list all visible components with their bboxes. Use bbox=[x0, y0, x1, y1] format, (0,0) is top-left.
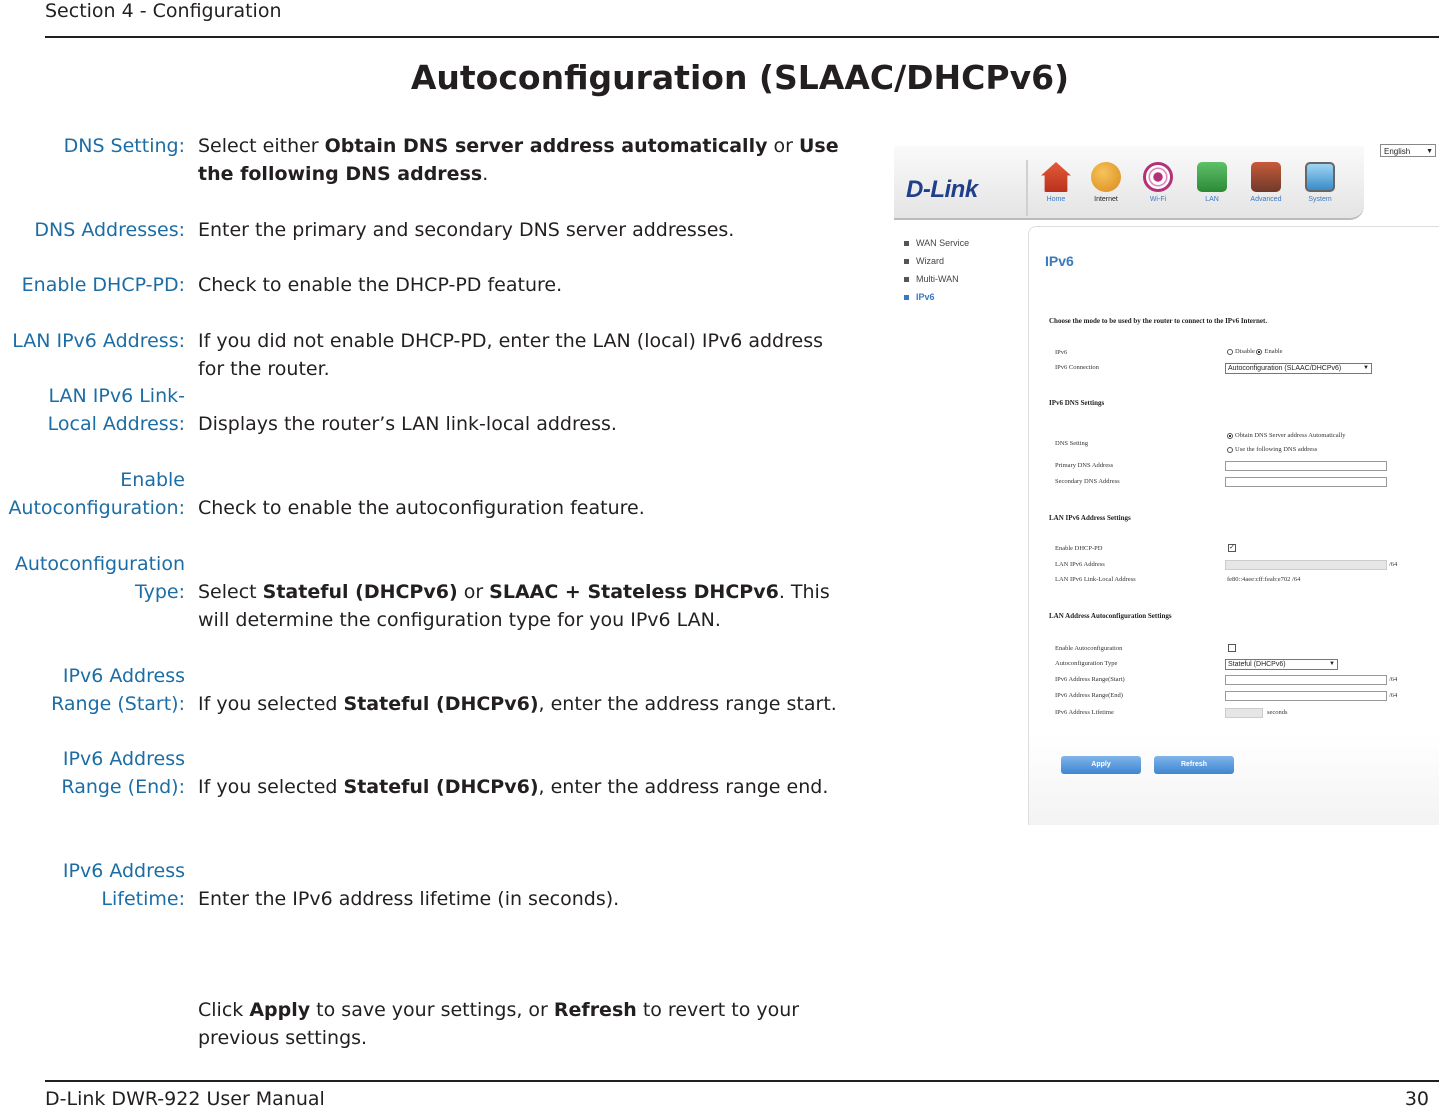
lan-icon bbox=[1197, 162, 1227, 192]
auto-type-label: Autoconfiguration Type bbox=[1055, 660, 1118, 667]
refresh-button[interactable]: Refresh bbox=[1154, 756, 1234, 774]
apply-button[interactable]: Apply bbox=[1061, 756, 1141, 774]
dlink-logo: D-Link bbox=[906, 176, 978, 203]
term-enable-dhcp-pd: Enable DHCP-PD: bbox=[21, 274, 185, 296]
header-rule bbox=[45, 36, 1439, 38]
range-start-label: IPv6 Address Range(Start) bbox=[1055, 676, 1125, 683]
lifetime-input[interactable] bbox=[1225, 708, 1263, 718]
range-end-prefix: /64 bbox=[1389, 692, 1398, 699]
nav-home[interactable]: Home bbox=[1034, 162, 1078, 203]
desc-autoconfig-type: Select Stateful (DHCPv6) or SLAAC + Stateless DHCPv6. This will determine the configuration type for you IPv6 LAN. bbox=[198, 581, 830, 631]
term-autoconfig-type: Autoconfiguration Type: bbox=[14, 553, 185, 603]
nav-system[interactable]: System bbox=[1298, 162, 1342, 203]
sidebar bbox=[904, 234, 969, 306]
chevron-down-icon: ▼ bbox=[1329, 661, 1335, 667]
nav-internet[interactable]: Internet bbox=[1084, 162, 1128, 203]
lan-link-local-label: LAN IPv6 Link-Local Address bbox=[1055, 576, 1136, 583]
chevron-down-icon: ▼ bbox=[1426, 148, 1433, 155]
auto-section-title: LAN Address Autoconfiguration Settings bbox=[1049, 612, 1172, 620]
nav-lan[interactable]: LAN bbox=[1190, 162, 1234, 203]
desc-enable-dhcp-pd: Check to enable the DHCP-PD feature. bbox=[198, 274, 563, 296]
bullet-icon bbox=[904, 259, 909, 264]
desc-lifetime: Enter the IPv6 address lifetime (in seconds). bbox=[198, 888, 620, 910]
term-lan-ipv6-address: LAN IPv6 Address: bbox=[12, 330, 185, 352]
chevron-down-icon: ▼ bbox=[1363, 365, 1369, 371]
desc-dns-addresses: Enter the primary and secondary DNS server addresses. bbox=[198, 219, 735, 241]
range-end-input[interactable] bbox=[1225, 691, 1387, 701]
footer-rule bbox=[45, 1080, 1439, 1082]
page-number: 30 bbox=[1404, 1088, 1429, 1110]
lan-prefix: /64 bbox=[1389, 561, 1398, 568]
connection-label: IPv6 Connection bbox=[1055, 364, 1099, 371]
range-start-input[interactable] bbox=[1225, 675, 1387, 685]
content-panel bbox=[1028, 226, 1439, 825]
auto-type-select[interactable]: Stateful (DHCPv6) ▼ bbox=[1225, 659, 1338, 670]
section-header: Section 4 - Configuration bbox=[45, 0, 282, 22]
range-end-label: IPv6 Address Range(End) bbox=[1055, 692, 1123, 699]
ipv6-toggle: Disable Enable bbox=[1227, 348, 1283, 355]
footer-manual: D-Link DWR-922 User Manual bbox=[45, 1088, 325, 1110]
desc-enable-autoconfig: Check to enable the autoconfiguration feature. bbox=[198, 497, 645, 519]
term-lifetime: IPv6 Address Lifetime: bbox=[62, 860, 185, 910]
disable-radio[interactable] bbox=[1227, 349, 1233, 355]
enable-dhcp-pd-checkbox[interactable]: ✓ bbox=[1229, 544, 1235, 551]
tools-icon bbox=[1251, 162, 1281, 192]
enable-auto-label: Enable Autoconfiguration bbox=[1055, 645, 1123, 652]
bullet-icon bbox=[904, 241, 909, 246]
sidebar-item-wizard[interactable]: Wizard bbox=[904, 252, 969, 270]
lifetime-label: IPv6 Address Lifetime bbox=[1055, 709, 1114, 716]
enable-radio[interactable] bbox=[1256, 349, 1262, 355]
wifi-icon bbox=[1143, 162, 1173, 192]
router-ui-screenshot bbox=[894, 134, 1439, 824]
range-start-prefix: /64 bbox=[1389, 676, 1398, 683]
sidebar-item-wan-service[interactable]: WAN Service bbox=[904, 234, 969, 252]
sidebar-item-multi-wan[interactable]: Multi-WAN bbox=[904, 270, 969, 288]
router-topbar bbox=[894, 146, 1364, 220]
dns-manual-radio[interactable] bbox=[1227, 447, 1233, 453]
dns-setting-label: DNS Setting bbox=[1055, 440, 1089, 447]
lan-section-title: LAN IPv6 Address Settings bbox=[1049, 514, 1131, 522]
intro-text: Choose the mode to be used by the router to connect to the IPv6 Internet. bbox=[1049, 317, 1268, 325]
monitor-icon bbox=[1305, 162, 1335, 192]
language-select[interactable]: English ▼ bbox=[1380, 144, 1436, 157]
desc-range-end: If you selected Stateful (DHCPv6), enter the address range end. bbox=[198, 776, 829, 798]
lan-ipv6-address-input[interactable] bbox=[1225, 560, 1387, 570]
term-dns-setting: DNS Setting: bbox=[63, 135, 185, 157]
bullet-icon bbox=[904, 295, 909, 300]
globe-icon bbox=[1091, 162, 1121, 192]
desc-dns-setting: Select either Obtain DNS server address automatically or Use the following DNS address. bbox=[198, 135, 839, 185]
term-dns-addresses: DNS Addresses: bbox=[34, 219, 185, 241]
home-icon bbox=[1041, 162, 1071, 192]
secondary-dns-input[interactable] bbox=[1225, 477, 1387, 487]
ipv6-label: IPv6 bbox=[1055, 349, 1068, 356]
nav-wifi[interactable]: Wi-Fi bbox=[1136, 162, 1180, 203]
lan-link-local-value: fe80::4aee:cff:feab:e702 /64 bbox=[1227, 576, 1301, 583]
desc-range-start: If you selected Stateful (DHCPv6), enter the address range start. bbox=[198, 693, 837, 715]
page-title: Autoconfiguration (SLAAC/DHCPv6) bbox=[410, 58, 1070, 97]
term-range-end: IPv6 Address Range (End): bbox=[61, 748, 185, 798]
connection-select[interactable]: Autoconfiguration (SLAAC/DHCPv6) ▼ bbox=[1225, 363, 1372, 374]
secondary-dns-label: Secondary DNS Address bbox=[1055, 478, 1120, 485]
desc-lan-ipv6-address: If you did not enable DHCP-PD, enter the LAN (local) IPv6 address for the router. bbox=[198, 330, 823, 380]
lan-ipv6-address-label: LAN IPv6 Address bbox=[1055, 561, 1105, 568]
nav-advanced[interactable]: Advanced bbox=[1244, 162, 1288, 203]
panel-title: IPv6 bbox=[1045, 253, 1074, 269]
seconds-unit: seconds bbox=[1267, 709, 1288, 716]
logo-divider bbox=[1026, 160, 1028, 216]
term-enable-autoconfig: Enable Autoconfiguration: bbox=[8, 469, 185, 519]
dns-auto-option: Obtain DNS Server address Automatically bbox=[1227, 432, 1345, 439]
primary-dns-label: Primary DNS Address bbox=[1055, 462, 1114, 469]
desc-lan-link-local: Displays the router’s LAN link-local address. bbox=[198, 413, 617, 435]
dns-section-title: IPv6 DNS Settings bbox=[1049, 399, 1105, 407]
desc-apply: Click Apply to save your settings, or Refresh to revert to your previous settings. bbox=[198, 999, 800, 1049]
enable-dhcp-pd-label: Enable DHCP-PD bbox=[1055, 545, 1103, 552]
term-lan-link-local: LAN IPv6 Link- Local Address: bbox=[47, 385, 185, 435]
term-range-start: IPv6 Address Range (Start): bbox=[51, 665, 185, 715]
bullet-icon bbox=[904, 277, 909, 282]
sidebar-item-ipv6[interactable]: IPv6 bbox=[904, 288, 969, 306]
primary-dns-input[interactable] bbox=[1225, 461, 1387, 471]
enable-auto-checkbox[interactable] bbox=[1228, 644, 1236, 652]
dns-manual-option: Use the following DNS address bbox=[1227, 446, 1317, 453]
dns-auto-radio[interactable] bbox=[1227, 433, 1233, 439]
